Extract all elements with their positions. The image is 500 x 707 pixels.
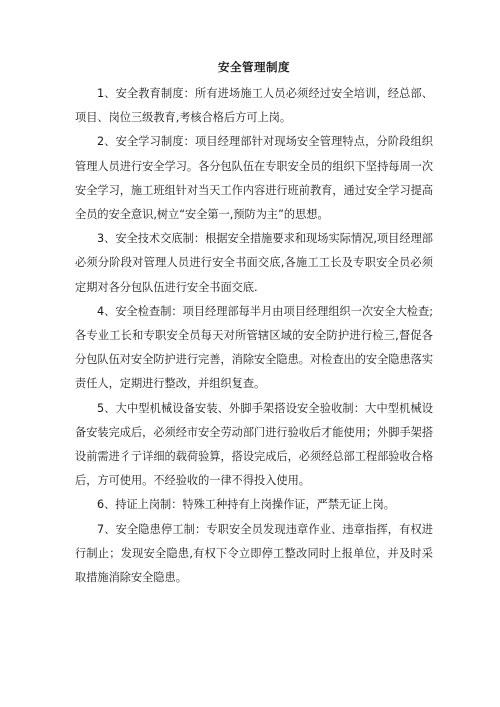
paragraph-hazard-stop-work: 7、安全隐患停工制：专职安全员发现违章作业、违章指挥，有权进行制止；发现安全隐患,有权下令立即停工整改同时上报单位，并及时采取措施消除安全隐患。 [75,522,433,585]
paragraph-safety-education: 1、安全教育制度：所有进场施工人员必须经过安全培训，经总部、项目、岗位三级教育,考核合格后方可上岗。 [75,87,433,125]
paragraph-technical-briefing: 3、安全技术交底制：根据安全措施要求和现场实际情况,项目经理部必须分阶段对管理人员进行安全书面交底,各施工工长及专职安全员必须定期对各分包队伍进行安全书面交底. [75,232,433,294]
paragraph-certified-work: 6、持证上岗制：特殊工种持有上岗操作证，严禁无证上岗。 [97,498,395,512]
paragraph-equipment-acceptance: 5、大中型机械设备安装、外脚手架搭设安全验收制：大中型机械设备安装完成后，必须经市安全劳动部门进行验收后才能使用；外脚手架搭设前需进彳亍详细的载荷验算，搭设完成后，必须经总部工程部验收合格后，方可使用。不经验收的一律不得投入使用。 [75,401,434,488]
paragraph-safety-study: 2、安全学习制度：项目经理部针对现场安全管理特点，分阶段组织管理人员进行安全学习。各分包队伍在专职安全员的组织下坚持每周一次安全学习，施工班组针对当天工作内容进行班前教育，通过安全学习提高全员的安全意识,树立“安全第一,预防为主”的思想。 [75,135,434,222]
paragraph-safety-inspection: 4、安全检查制：项目经理部每半月由项目经理组织一次安全大检查;各专业工长和专职安全员每天对所管辖区域的安全防护进行检三,督促各分包队伍对安全防护进行完善，消除安全隐患。对检查出的安全隐患落实责任人，定期进行整改，并组织复查。 [75,304,434,391]
document-page [75,58,433,590]
document-title: 安全管理制度 [218,60,290,74]
